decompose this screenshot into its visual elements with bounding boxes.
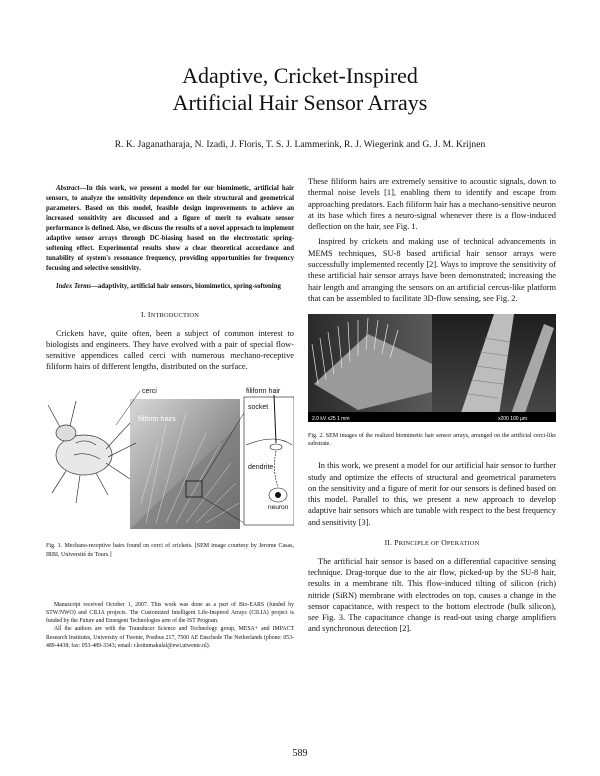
abstract-label: Abstract (56, 185, 80, 192)
index-terms (46, 282, 294, 292)
label-neuron: neuron (268, 503, 289, 511)
author-list: R. K. Jaganatharaja, N. Izadi, J. Floris, T. S. J. Lammerink, R. J. Wiegerink and G. J. M. Krijnen (114, 139, 486, 150)
label-filiform-hairs: filiform hairs (138, 415, 176, 423)
paragraph-filiform-hairs: These filiform hairs are extremely sensitive to acoustic signals, down to thermal noise levels [1], enabling them to identify and escape from approaching predators. Each filiform hair has a mechano-sensitive neuron at its base which fires a neuro-signal whenever there is a flow-induced deflection on the hair, see Fig. 1. (308, 177, 556, 232)
title-line-1: Adaptive, Cricket-Inspired (182, 63, 418, 88)
label-cerci: cerci (142, 387, 157, 395)
section-numeral: II. (384, 538, 393, 548)
section-title-rest-2: PERATION (446, 540, 480, 548)
figure-2-caption: Fig. 2. SEM images of the realized biomimetic hair sensor arrays, arranged on the artificial cerci-like substrate. (308, 432, 556, 448)
figure-1-illustration (46, 383, 294, 533)
section-heading-principle (308, 538, 556, 550)
figure-1 (46, 383, 294, 559)
index-terms-text: —adaptivity, artificial hair sensors, biomimetics, spring-softening (91, 283, 281, 290)
abstract (46, 184, 294, 274)
right-column (308, 176, 556, 639)
section-title-rest: NTRODUCTION (150, 312, 200, 319)
figure-2-sem-images (308, 314, 556, 422)
cricket-drawing (48, 401, 136, 503)
label-filiform-hair: filiform hair (246, 387, 281, 395)
section-first-letter: P (394, 538, 399, 548)
figure-1-caption: Fig. 1. Mechano-receptive hairs found on cerci of crickets. [SEM image courtesy by Jerome Casas, IRBI, Université de Tours.] (46, 543, 294, 558)
abstract-text: —In this work, we present a model for our biomimetic, artificial hair sensors, to analyze the sensitivity dependence on their structural and geometrical parameters. Based on this model, feasible design improvements to achieve an increased sensitivity are discussed and a figure of merit to evaluate sensor performance is defined. Also, we discuss the results of a novel approach to implement adaptive sensor arrays through DC-biasing based on the electrostatic spring-softening effect. Experimental results show a clear theoretical accordance and tunability of system's resonance frequency, providing opportunities for frequency focusing and selective sensitivity. (46, 185, 294, 272)
sem-left-meta: 2.0 kV x25 1 mm (312, 416, 350, 423)
figure-2 (308, 314, 556, 448)
footnote-affiliation: All the authors are with the Transducer Science and Technology group, MESA+ and IMPACT Research Institutes, University of Twente, Postbus 217, 7500 AE Enschede The Netherlands (phone: 053-489-4438; fax: 053-489-3343; email: r.kottumakulal@ewi.utwente.nl). (46, 626, 294, 649)
sem-right-meta: x200 100 µm (498, 416, 528, 423)
paragraph-this-work: In this work, we present a model for our artificial hair sensor to further study and optimize the effects of structural and geometrical parameters on the sensitivity and a figure of merit for our sensors is defined based on this model. Parallel to this, we present a new approach to develop adaptive hair sensors which are tunable with respect to the best frequency and sensitivity [3]. (308, 461, 556, 527)
section-numeral: I. (140, 310, 146, 319)
section-title-rest: RINCIPLE OF (398, 540, 442, 548)
page-title (0, 62, 600, 116)
section-first-letter-2: O (441, 538, 447, 548)
page-number: 589 (292, 748, 308, 759)
section-heading-introduction (46, 310, 294, 322)
intro-paragraph: Crickets have, quite often, been a subject of common interest to biologists and engineers. They have evolved with a pair of special flow-sensitive appendices called cerci with numerous mechano-receptive filiform hairs of different lengths, distributed on the surface. (46, 328, 294, 372)
label-socket: socket (248, 403, 269, 411)
footnote-manuscript: Manuscript received October 1, 2007. This work was done as a part of Bio-EARS (funded by STW/NWO) and CILIA projects. The Customized Intelligent Life-Inspired Arrays (CILIA) project is funded by the Future and Emergent Technologies arm of the IST Program. (46, 601, 294, 625)
index-terms-label: Index Terms (56, 283, 92, 290)
left-column (46, 176, 294, 650)
label-dendrite: dendrite (248, 463, 274, 471)
footnotes (46, 601, 294, 650)
paragraph-inspired: Inspired by crickets and making use of technical advancements in MEMS techniques, SU-8 based artificial hair sensor arrays were successfully implemented recently [2]. Ways to improve the sensitivity of these artificial hair sensor arrays have been demonstrated; increasing the hair length and arranging the sensors on an artificial cercus-like platform that can be assembled to facilitate 3D-flow sensing, see Fig. 2. (308, 237, 556, 303)
section-first-letter: I (147, 310, 151, 319)
title-line-2: Artificial Hair Sensor Arrays (172, 90, 428, 115)
paragraph-principle: The artificial hair sensor is based on a differential capacitive sensing technique. Drag-torque due to the air flow, picked-up by the SU-8 hair, results in a membrane tilt. This flow-induced tilting of silicon (rich) nitride (SiRN) membrane with electrodes on top, causes a change in the sensor capacitance, with respect to the bottom electrode (bulk silicon), see Fig. 3. The capacitance change is read-out using charge amplifiers and synchronous detection [2]. (308, 556, 556, 634)
